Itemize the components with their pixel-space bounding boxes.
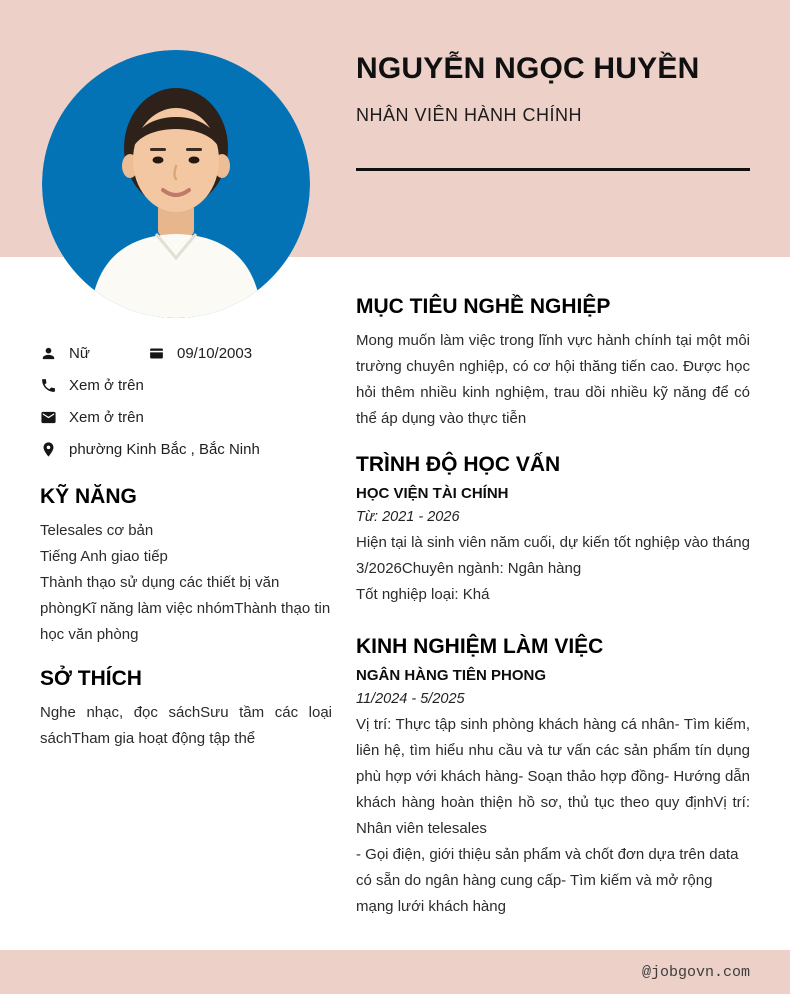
- objective-text: Mong muốn làm việc trong lĩnh vực hành chính tại một môi trường chuyên nghiệp, có cơ hội thăng tiến cao. Được học hỏi thêm nhiều kinh nghiệm, trau dồi nhiều kỹ năng để có thể áp dụng vào thực tiễn: [356, 332, 750, 427]
- skill-item: Thành thạo sử dụng các thiết bị văn phòngKĩ năng làm việc nhómThành thạo tin học văn phòng: [40, 574, 331, 643]
- email-value: Xem ở trên: [69, 408, 144, 426]
- info-row-email: [40, 408, 332, 426]
- education-grade: Tốt nghiệp loại: Khá: [356, 586, 490, 603]
- skill-item: Tiếng Anh giao tiếp: [40, 548, 168, 565]
- candidate-job-title: NHÂN VIÊN HÀNH CHÍNH: [356, 105, 583, 125]
- header-divider: [356, 168, 750, 171]
- hobbies-text: Nghe nhạc, đọc sáchSưu tầm các loại sáchTham gia hoạt động tập thể: [40, 704, 332, 747]
- birthday-field: [148, 345, 252, 362]
- education-heading: TRÌNH ĐỘ HỌC VẤN: [356, 453, 561, 476]
- skill-item: Telesales cơ bản: [40, 522, 154, 539]
- education-school: HỌC VIỆN TÀI CHÍNH: [356, 485, 509, 502]
- info-row-address: [40, 440, 332, 458]
- skills-list: [40, 518, 332, 648]
- email-icon: [40, 409, 57, 426]
- candidate-name: NGUYỄN NGỌC HUYỀN: [356, 52, 700, 85]
- footer-credit: @jobgovn.com: [641, 963, 750, 981]
- experience-heading: KINH NGHIỆM LÀM VIỆC: [356, 635, 604, 658]
- experience-description-1: Vị trí: Thực tập sinh phòng khách hàng cá nhân- Tìm kiếm, liên hệ, tìm hiểu nhu cầu và tư vấn các sản phẩm tín dụng phù hợp với khách hàng- Soạn thảo hợp đồng- Hướng dẫn khách hàng hoàn thiện hồ sơ, thủ tục theo quy địnhVị trí: Nhân viên telesales: [356, 716, 750, 837]
- profile-photo: [42, 50, 310, 318]
- profile-photo-illustration: [42, 50, 310, 318]
- gender-value: Nữ: [69, 344, 90, 362]
- skills-heading: KỸ NĂNG: [40, 485, 137, 508]
- right-column: [356, 294, 750, 920]
- info-row-phone: [40, 376, 332, 394]
- experience-period: 11/2024 - 5/2025: [356, 691, 465, 707]
- objective-heading: MỤC TIÊU NGHỀ NGHIỆP: [356, 295, 611, 318]
- birthday-value: 09/10/2003: [177, 344, 253, 362]
- education-description: Hiện tại là sinh viên năm cuối, dự kiến tốt nghiệp vào tháng 3/2026Chuyên ngành: Ngân hàng: [356, 534, 750, 577]
- phone-value: Xem ở trên: [69, 376, 144, 394]
- header-text: [356, 52, 750, 171]
- person-icon: [40, 345, 57, 362]
- phone-icon: [40, 377, 57, 394]
- calendar-icon: [148, 345, 165, 362]
- experience-company: NGÂN HÀNG TIÊN PHONG: [356, 667, 547, 684]
- left-column: [40, 344, 332, 752]
- hobbies-heading: SỞ THÍCH: [40, 667, 142, 690]
- location-icon: [40, 441, 57, 458]
- gender-field: [40, 345, 148, 362]
- address-value: phường Kinh Bắc , Bắc Ninh: [69, 440, 260, 458]
- education-period: Từ: 2021 - 2026: [356, 509, 460, 525]
- footer-band: [0, 950, 790, 994]
- experience-description-2: - Gọi điện, giới thiệu sản phẩm và chốt đơn dựa trên data có sẵn do ngân hàng cung cấp- Tìm kiếm và mở rộng mạng lưới khách hàng: [356, 846, 739, 915]
- info-row-gender-birthday: [40, 344, 332, 362]
